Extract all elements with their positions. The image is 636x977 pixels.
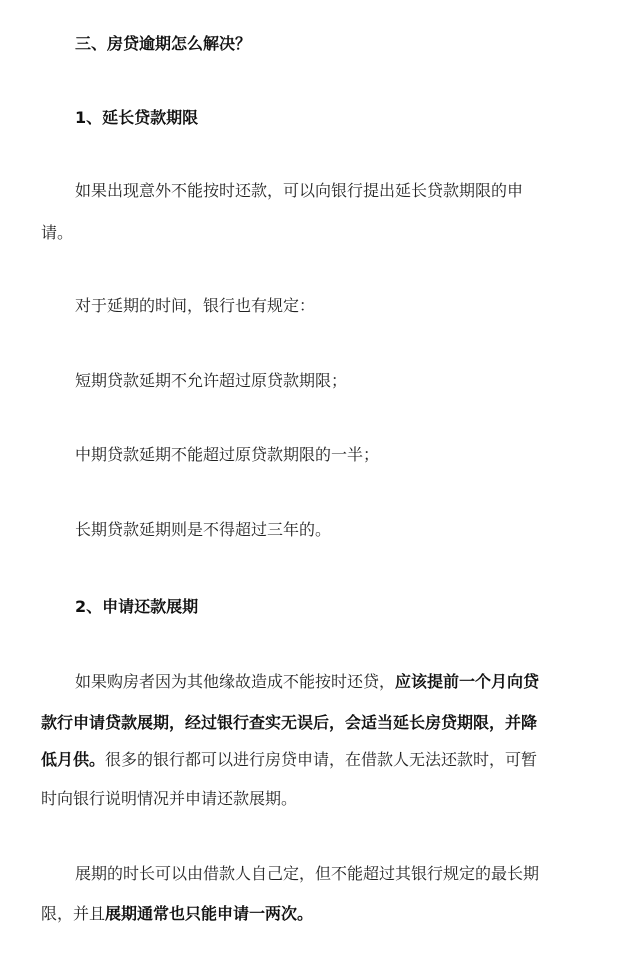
- paragraph-short-term-rule: 短期贷款延期不允许超过原贷款期限；: [75, 371, 348, 390]
- paragraph-repayment-line-2: 款行申请贷款展期，经过银行查实无误后，会适当延长房贷期限，并降: [41, 713, 538, 732]
- paragraph-long-term-rule: 长期贷款延期则是不得超过三年的。: [75, 520, 332, 539]
- paragraph-duration-text: 限，并且: [41, 904, 106, 923]
- paragraph-duration-emphasis: 展期通常也只能申请一两次。: [105, 904, 314, 923]
- subheading-extend-loan-term: 1、延长贷款期限: [75, 108, 199, 127]
- paragraph-repayment-text: 如果购房者因为其他缘故造成不能按时还贷，: [75, 672, 396, 691]
- paragraph-extension-duration-line-1: 展期的时长可以由借款人自己定，但不能超过其银行规定的最长期: [75, 864, 540, 883]
- paragraph-extend-line-1: 如果出现意外不能按时还款，可以向银行提出延长贷款期限的申: [75, 181, 524, 200]
- subheading-repayment-extension: 2、申请还款展期: [75, 597, 199, 616]
- paragraph-repayment-emphasis-end: 低月供。: [41, 750, 106, 769]
- paragraph-repayment-line-3: [41, 750, 537, 770]
- paragraph-repayment-emphasis: 应该提前一个月向贷: [395, 672, 540, 691]
- paragraph-extend-line-2: 请。: [41, 223, 74, 242]
- paragraph-extension-rules: 对于延期的时间，银行也有规定：: [75, 296, 316, 315]
- paragraph-mid-term-rule: 中期贷款延期不能超过原贷款期限的一半；: [75, 445, 380, 464]
- paragraph-repayment-text-cont: 很多的银行都可以进行房贷申请，在借款人无法还款时，可暂: [105, 750, 538, 769]
- paragraph-extension-duration-line-2: [41, 904, 313, 924]
- paragraph-repayment-line-4: 时向银行说明情况并申请还款展期。: [41, 789, 298, 808]
- paragraph-repayment-line-1: [75, 672, 539, 692]
- section-title: 三、房贷逾期怎么解决？: [75, 34, 252, 53]
